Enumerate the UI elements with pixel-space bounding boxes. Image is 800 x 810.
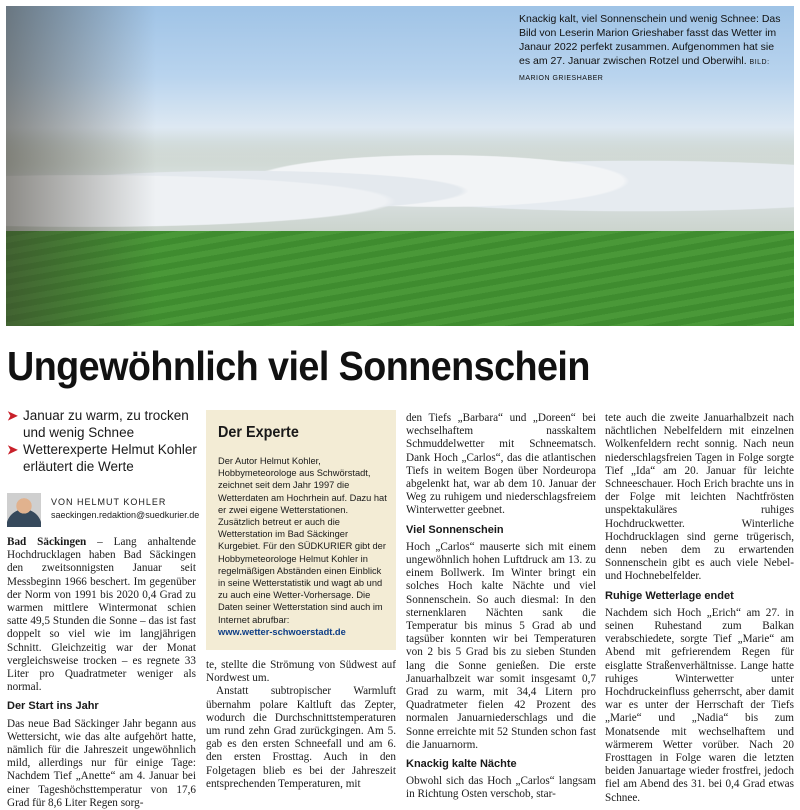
paragraph: den Tiefs „Barbara“ und „Doreen“ bei wechselhaftem nasskaltem Schmuddelwetter mit Schneematsch. Dank Hoch „Carlos“, das die atlantischen Tiefs in weitem Bogen über Nordeuropa abgelenkt hat, war ab dem 10. Januar der Weg zu ruhigem und niederschlagsfreiem Winterwetter geebnet.	[406, 412, 596, 517]
author-email[interactable]: saeckingen.redaktion@suedkurier.de	[51, 510, 200, 520]
caption-text: Knackig kalt, viel Sonnenschein und wenig Schnee: Das Bild von Leserin Marion Grieshaber fasst das Wetter im Janaur 2022 perfekt zusammen. Aufgenommen hat sie es am 27. Januar zwischen Rotzel und Oberwihl.	[519, 13, 781, 67]
arrow-right-icon: ➤	[7, 408, 18, 423]
arrow-right-icon: ➤	[7, 442, 18, 457]
author-avatar	[7, 493, 41, 527]
lead-text: Wetterexperte Helmut Kohler erläutert die Werte	[23, 442, 197, 474]
headline: Ungewöhnlich viel Sonnenschein	[7, 343, 590, 389]
subheading: Viel Sonnenschein	[406, 523, 504, 536]
subheading: Knackig kalte Nächte	[406, 758, 517, 771]
expert-title: Der Experte	[218, 424, 299, 441]
paragraph: Nachdem sich Hoch „Erich“ am 27. in seinen Ruhestand zum Balkan verabschiedete, sorgte Tief „Marie“ am Abend mit gefrierendem Regen für eisglatte Straßenverhältnisse. Lange hatte ruhiges Winterwetter unter Hochdruckeinfluss geherrscht, aber damit war es unter der Herrschaft der Tiefs „Marie“ und „Nadia“ bis zum Monatsende mit wechselhaftem und wärmerem Wetter vorüber. Nach 20 Frosttagen in Folge waren die letzten beiden Januartage wieder frostfrei, jedoch fiel am Abend des 31. bei 0,4 Grad etwas Schnee.	[605, 606, 794, 804]
paragraph: tete auch die zweite Januarhalbzeit nach nächtlichen Nebelfeldern mit einzelnen Wolkenfeldern recht sonnig. Nach neun niederschlagsfreien Tagen in Folge sorgte Tief „Ida“ am 20. Januar für leichte Schneeschauer. Hoch Erich brachte uns in der Folge mit leichten Nachtfrösten unspektakuläres ruhiges Hochdruckwetter. Winterliche Hochdrucklagen sind gerne trügerisch, denn neben dem zu erwartenden Sonnenschein gibt es auch viele Nebel- und Hochnebelfelder.	[605, 412, 794, 583]
intro-paragraph: – Lang anhaltende Hochdrucklagen haben Bad Säckingen den zweitsonnigsten Januar seit Messbeginn 1966 beschert. Im gegenüber der Norm von 1991 bis 2020 0,4 Grad zu warmen mittlere Wintermonat schien satte 49,5 Stunden die Sonne – das ist fast doppelt so viel wie im langjährigen Schnitt. Gleichzeitig war der Monat vergleichsweise trocken – es regnete 33 Liter pro Quadratmeter weniger als normal.	[7, 536, 196, 694]
column-2	[206, 659, 396, 791]
expert-text: Der Autor Helmut Kohler, Hobbymeteorologe aus Schwörstadt, zeichnet seit dem Jahr 1997 die Wetterdaten am Hochrhein auf. Dazu hat er zwei eigene Wetterstationen. Zusätzlich betreut er auch die Wetterstation im Bad Säckinger Kurgebiet. Für den SÜDKURIER gibt der Hobbymeteorologe Helmut Kohler in regelmäßigen Abständen einen Einblick in seine Wetterstatistik und wagt ab und zu auch eine Wetter-Vorhersage. Die Daten seiner Wetterstation sind auch im Internet abrufbar:	[218, 456, 387, 625]
author-byline: VON HELMUT KOHLER	[51, 497, 167, 507]
subheading: Ruhige Wetterlage endet	[605, 589, 734, 602]
lead-item	[7, 441, 197, 475]
subheading: Der Start ins Jahr	[7, 700, 99, 713]
photo-caption	[519, 12, 787, 86]
photo-credit: BILD: MARION GRIESHABER	[519, 59, 770, 82]
paragraph: te, stellte die Strömung von Südwest auf Nordwest um.	[206, 659, 396, 685]
paragraph: Anstatt subtropischer Warmluft übernahm polare Kaltluft das Zepter, wodurch die Durchschnittstemperaturen um rund zehn Grad zurückgingen. Am 5. gab es den ersten Schneefall und am 6. den ersten Frosttag. Auch in den Folgetagen blieb es bei der Jahreszeit entsprechenden Temperaturen, mit	[206, 685, 396, 790]
column-1	[7, 536, 196, 810]
paragraph: Das neue Bad Säckinger Jahr begann aus Wettersicht, wie das alte aufgehört hatte, nämlich für die Jahreszeit ungewöhnlich mild, allerdings nur für einige Tage: Nachdem Tief „Anette“ am 4. Januar bei einer Tageshöchsttemperatur von 17,6 Grad für 8,6 Liter Regen sorg-	[7, 717, 196, 809]
expert-box	[206, 410, 396, 650]
dateline: Bad Säckingen	[7, 536, 87, 548]
author-box	[7, 493, 200, 533]
paragraph: Hoch „Carlos“ mauserte sich mit einem ungewöhnlich hohen Luftdruck am 13. zu einem Bollwerk. Im Winter bringt ein solches Hoch kalte Nächte und viel Sonnenschein. So auch diesmal: In den sternenklaren Nächten sank die Temperatur bis minus 5 Grad ab und tagsüber konnten wir bei Temperaturen von 2 bis 5 Grad bis zu sieben Stunden lang die Sonne genießen. Die erste Januarhalbzeit war somit insgesamt 0,7 Grad zu warm, mit 34,4 Litern pro Quadratmeter fielen 42 Prozent des normalen Januarniederschlags und die Sonne erreichte mit 52 Stunden schon fast die Januarnorm.	[406, 540, 596, 751]
column-3	[406, 412, 596, 802]
column-4	[605, 412, 794, 805]
expert-body	[218, 455, 390, 638]
expert-link[interactable]: www.wetter-schwoerstadt.de	[218, 626, 346, 637]
lead-list	[7, 407, 197, 475]
lead-text: Januar zu warm, zu trocken und wenig Schnee	[23, 408, 189, 440]
lead-item	[7, 407, 197, 441]
paragraph: Obwohl sich das Hoch „Carlos“ langsam in Richtung Osten verschob, star-	[406, 775, 596, 801]
bare-tree-shadow	[6, 6, 156, 326]
